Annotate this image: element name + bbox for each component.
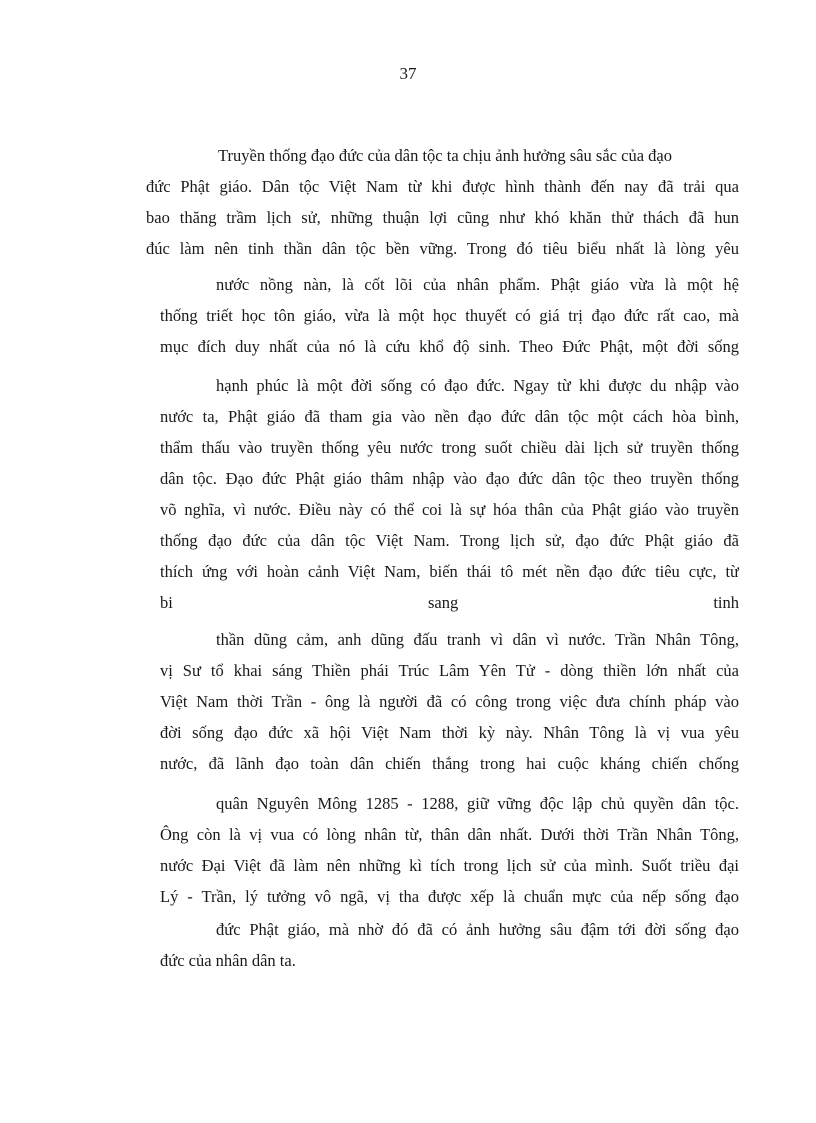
text-line: nước, đã lãnh đạo toàn dân chiến thắng trong hai cuộc kháng chiến chống — [160, 754, 739, 773]
split-word: bi — [160, 593, 173, 612]
text-line: mục đích duy nhất của nó là cứu khổ độ sinh. Theo Đức Phật, một đời sống — [160, 337, 739, 356]
text-line: hạnh phúc là một đời sống có đạo đức. Ngay từ khi được du nhập vào — [216, 376, 739, 395]
text-line: nước ta, Phật giáo đã tham gia vào nền đạo đức dân tộc một cách hòa bình, — [160, 407, 739, 426]
text-line: quân Nguyên Mông 1285 - 1288, giữ vững độc lập chủ quyền dân tộc. — [216, 794, 739, 813]
text-line: dân tộc. Đạo đức Phật giáo thâm nhập vào đạo đức dân tộc theo truyền thống — [160, 469, 739, 488]
text-line: đức Phật giáo. Dân tộc Việt Nam từ khi được hình thành đến nay đã trải qua — [146, 177, 739, 196]
text-line: Việt Nam thời Trần - ông là người đã có công trong việc đưa chính pháp vào — [160, 692, 739, 711]
split-line — [160, 593, 739, 613]
text-line: đức Phật giáo, mà nhờ đó đã có ảnh hưởng sâu đậm tới đời sống đạo — [216, 920, 739, 939]
text-line: Truyền thống đạo đức của dân tộc ta chịu ảnh hưởng sâu sắc của đạo — [218, 146, 672, 165]
split-word: sang — [427, 593, 459, 612]
text-line: bao thăng trầm lịch sử, những thuận lợi cũng như khó khăn thử thách đã hun — [146, 208, 739, 227]
text-line: vị Sư tổ khai sáng Thiền phái Trúc Lâm Yên Tử - dòng thiền lớn nhất của — [160, 661, 739, 680]
text-line: đúc làm nên tinh thần dân tộc bền vững. Trong đó tiêu biểu nhất là lòng yêu — [146, 239, 739, 258]
page-number: 37 — [399, 64, 417, 83]
text-line: võ nghĩa, vì nước. Điều này có thể coi là sự hóa thân của Phật giáo vào truyền — [160, 500, 739, 519]
text-line: thần dũng cảm, anh dũng đấu tranh vì dân vì nước. Trần Nhân Tông, — [216, 630, 739, 649]
text-line: đức của nhân dân ta. — [160, 951, 296, 970]
text-line: Ông còn là vị vua có lòng nhân từ, thân dân nhất. Dưới thời Trần Nhân Tông, — [160, 825, 739, 844]
split-word: tinh — [713, 593, 739, 612]
text-line: thẩm thấu vào truyền thống yêu nước trong suốt chiều dài lịch sử truyền thống — [160, 438, 739, 457]
text-line: thích ứng với hoàn cảnh Việt Nam, biến thái tô mét nền đạo đức tiêu cực, từ — [160, 562, 739, 581]
text-line: nước nồng nàn, là cốt lõi của nhân phẩm. Phật giáo vừa là một hệ — [216, 275, 739, 294]
text-line: Lý - Trần, lý tưởng vô ngã, vị tha được xếp là chuẩn mực của nếp sống đạo — [160, 887, 739, 906]
text-line: thống đạo đức của dân tộc Việt Nam. Trong lịch sử, đạo đức Phật giáo đã — [160, 531, 739, 550]
text-line: đời sống đạo đức xã hội Việt Nam thời kỳ này. Nhân Tông là vị vua yêu — [160, 723, 739, 742]
text-line: thống triết học tôn giáo, vừa là một học thuyết có giá trị đạo đức rất cao, mà — [160, 306, 739, 325]
text-line: nước Đại Việt đã làm nên những kì tích trong lịch sử của mình. Suốt triều đại — [160, 856, 739, 875]
